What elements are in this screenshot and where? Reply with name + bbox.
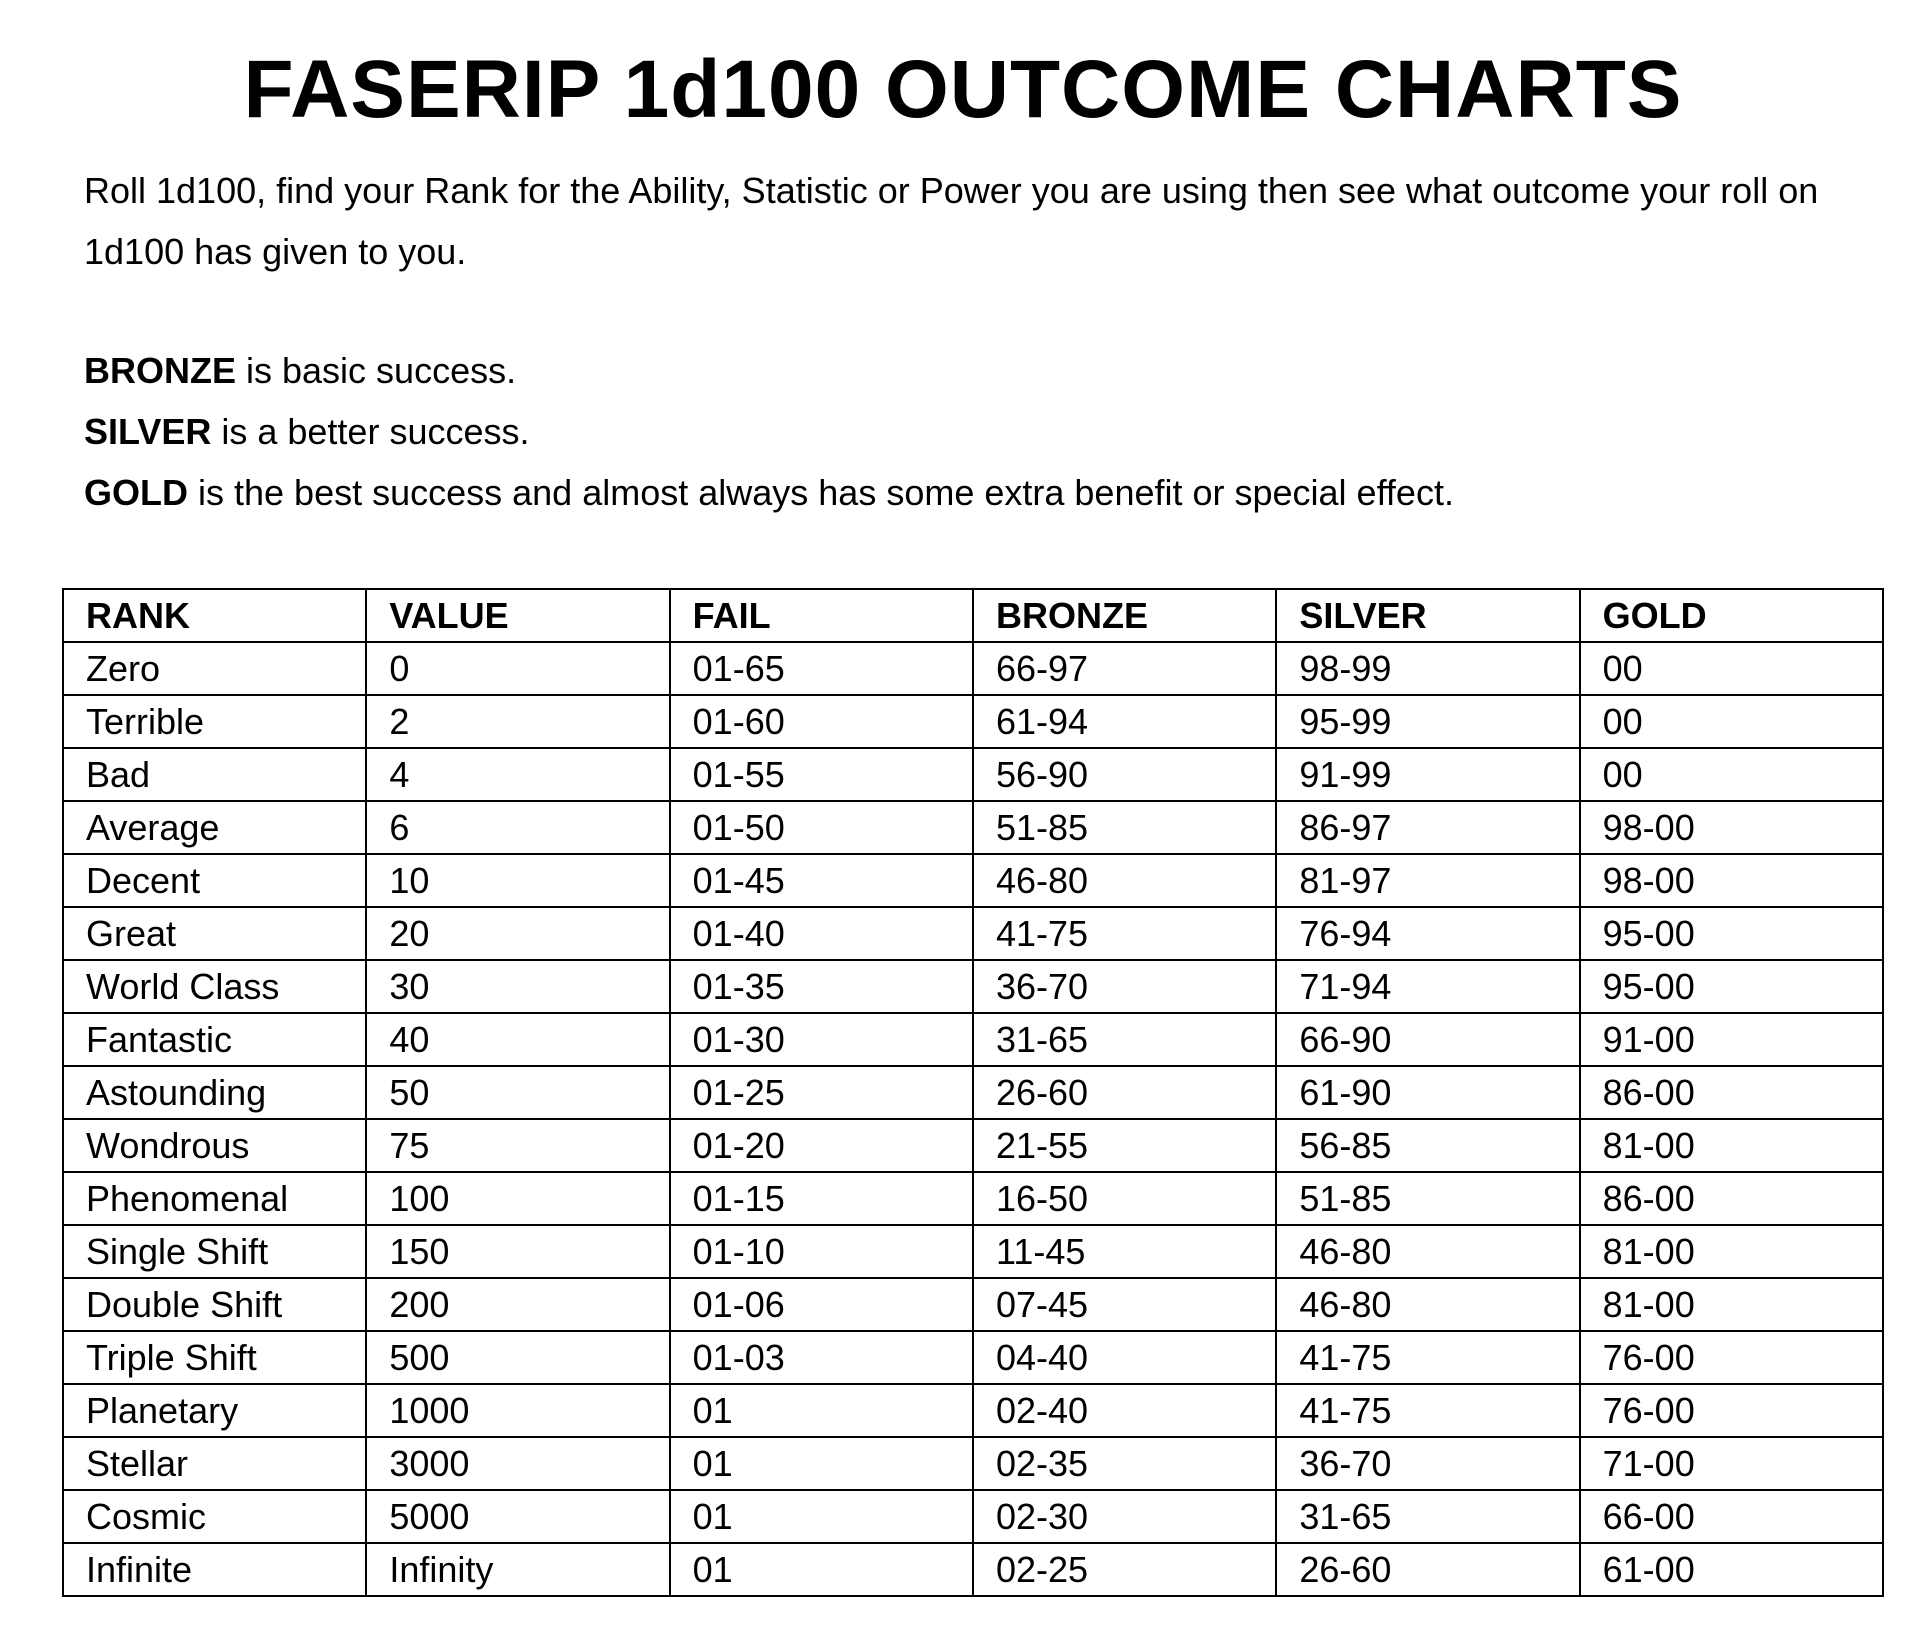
cell-bronze: 16-50 bbox=[973, 1172, 1276, 1225]
cell-rank: Decent bbox=[63, 854, 366, 907]
cell-bronze: 41-75 bbox=[973, 907, 1276, 960]
cell-fail: 01-45 bbox=[670, 854, 973, 907]
cell-bronze: 31-65 bbox=[973, 1013, 1276, 1066]
cell-bronze: 26-60 bbox=[973, 1066, 1276, 1119]
table-row bbox=[63, 1278, 1883, 1331]
legend-line-bronze bbox=[84, 340, 1864, 401]
cell-rank: Triple Shift bbox=[63, 1331, 366, 1384]
cell-silver: 71-94 bbox=[1276, 960, 1579, 1013]
cell-rank: Infinite bbox=[63, 1543, 366, 1596]
cell-value: 200 bbox=[366, 1278, 669, 1331]
cell-gold: 95-00 bbox=[1580, 960, 1883, 1013]
cell-fail: 01-30 bbox=[670, 1013, 973, 1066]
table-row bbox=[63, 1437, 1883, 1490]
cell-bronze: 36-70 bbox=[973, 960, 1276, 1013]
cell-rank: Planetary bbox=[63, 1384, 366, 1437]
cell-rank: Bad bbox=[63, 748, 366, 801]
outcome-table-body bbox=[63, 642, 1883, 1596]
table-row bbox=[63, 1013, 1883, 1066]
cell-rank: Phenomenal bbox=[63, 1172, 366, 1225]
cell-bronze: 11-45 bbox=[973, 1225, 1276, 1278]
cell-fail: 01 bbox=[670, 1437, 973, 1490]
cell-value: 500 bbox=[366, 1331, 669, 1384]
cell-fail: 01-06 bbox=[670, 1278, 973, 1331]
cell-rank: Zero bbox=[63, 642, 366, 695]
cell-fail: 01-25 bbox=[670, 1066, 973, 1119]
cell-rank: Cosmic bbox=[63, 1490, 366, 1543]
cell-fail: 01-50 bbox=[670, 801, 973, 854]
cell-bronze: 66-97 bbox=[973, 642, 1276, 695]
cell-silver: 61-90 bbox=[1276, 1066, 1579, 1119]
cell-gold: 86-00 bbox=[1580, 1066, 1883, 1119]
cell-rank: Fantastic bbox=[63, 1013, 366, 1066]
legend-text-gold: is the best success and almost always has some extra benefit or special effect. bbox=[188, 472, 1454, 513]
cell-bronze: 02-30 bbox=[973, 1490, 1276, 1543]
table-row bbox=[63, 1331, 1883, 1384]
outcome-table bbox=[62, 588, 1884, 1597]
cell-silver: 41-75 bbox=[1276, 1384, 1579, 1437]
table-row bbox=[63, 1172, 1883, 1225]
column-header-value: VALUE bbox=[366, 589, 669, 642]
cell-silver: 46-80 bbox=[1276, 1225, 1579, 1278]
cell-silver: 56-85 bbox=[1276, 1119, 1579, 1172]
cell-silver: 91-99 bbox=[1276, 748, 1579, 801]
cell-bronze: 07-45 bbox=[973, 1278, 1276, 1331]
cell-value: 30 bbox=[366, 960, 669, 1013]
cell-silver: 98-99 bbox=[1276, 642, 1579, 695]
cell-value: 20 bbox=[366, 907, 669, 960]
cell-value: 75 bbox=[366, 1119, 669, 1172]
column-header-rank: RANK bbox=[63, 589, 366, 642]
cell-fail: 01-60 bbox=[670, 695, 973, 748]
cell-silver: 46-80 bbox=[1276, 1278, 1579, 1331]
table-header-row bbox=[63, 589, 1883, 642]
intro-paragraph: Roll 1d100, find your Rank for the Ability, Statistic or Power you are using then see what outcome your roll on 1d100 has given to you. bbox=[84, 170, 1819, 272]
table-row bbox=[63, 642, 1883, 695]
legend-text-silver: is a better success. bbox=[211, 411, 530, 452]
cell-fail: 01-55 bbox=[670, 748, 973, 801]
cell-gold: 76-00 bbox=[1580, 1331, 1883, 1384]
cell-bronze: 02-25 bbox=[973, 1543, 1276, 1596]
cell-value: 50 bbox=[366, 1066, 669, 1119]
cell-bronze: 21-55 bbox=[973, 1119, 1276, 1172]
cell-silver: 26-60 bbox=[1276, 1543, 1579, 1596]
legend-term-gold: GOLD bbox=[84, 472, 188, 513]
cell-gold: 61-00 bbox=[1580, 1543, 1883, 1596]
cell-gold: 98-00 bbox=[1580, 854, 1883, 907]
legend-term-bronze: BRONZE bbox=[84, 350, 236, 391]
cell-gold: 91-00 bbox=[1580, 1013, 1883, 1066]
column-header-bronze: BRONZE bbox=[973, 589, 1276, 642]
cell-value: 3000 bbox=[366, 1437, 669, 1490]
cell-silver: 86-97 bbox=[1276, 801, 1579, 854]
table-row bbox=[63, 854, 1883, 907]
cell-gold: 71-00 bbox=[1580, 1437, 1883, 1490]
table-row bbox=[63, 695, 1883, 748]
cell-silver: 36-70 bbox=[1276, 1437, 1579, 1490]
cell-rank: Great bbox=[63, 907, 366, 960]
cell-silver: 51-85 bbox=[1276, 1172, 1579, 1225]
cell-fail: 01-15 bbox=[670, 1172, 973, 1225]
cell-value: 5000 bbox=[366, 1490, 669, 1543]
cell-fail: 01 bbox=[670, 1384, 973, 1437]
cell-gold: 81-00 bbox=[1580, 1119, 1883, 1172]
cell-bronze: 61-94 bbox=[973, 695, 1276, 748]
cell-bronze: 02-40 bbox=[973, 1384, 1276, 1437]
cell-bronze: 46-80 bbox=[973, 854, 1276, 907]
legend-line-silver bbox=[84, 401, 1864, 462]
cell-value: 6 bbox=[366, 801, 669, 854]
cell-silver: 31-65 bbox=[1276, 1490, 1579, 1543]
cell-fail: 01 bbox=[670, 1543, 973, 1596]
cell-silver: 95-99 bbox=[1276, 695, 1579, 748]
cell-gold: 00 bbox=[1580, 642, 1883, 695]
cell-value: 1000 bbox=[366, 1384, 669, 1437]
cell-fail: 01-10 bbox=[670, 1225, 973, 1278]
outcome-legend bbox=[84, 340, 1864, 523]
cell-gold: 95-00 bbox=[1580, 907, 1883, 960]
cell-value: 10 bbox=[366, 854, 669, 907]
table-row bbox=[63, 1490, 1883, 1543]
cell-value: 150 bbox=[366, 1225, 669, 1278]
cell-fail: 01-35 bbox=[670, 960, 973, 1013]
cell-rank: Wondrous bbox=[63, 1119, 366, 1172]
cell-silver: 66-90 bbox=[1276, 1013, 1579, 1066]
cell-rank: Astounding bbox=[63, 1066, 366, 1119]
outcome-table-head bbox=[63, 589, 1883, 642]
cell-fail: 01-03 bbox=[670, 1331, 973, 1384]
cell-value: 40 bbox=[366, 1013, 669, 1066]
page-title: FASERIP 1d100 OUTCOME CHARTS bbox=[243, 44, 1683, 135]
cell-gold: 81-00 bbox=[1580, 1225, 1883, 1278]
cell-value: 4 bbox=[366, 748, 669, 801]
cell-silver: 41-75 bbox=[1276, 1331, 1579, 1384]
cell-value: Infinity bbox=[366, 1543, 669, 1596]
cell-fail: 01-40 bbox=[670, 907, 973, 960]
cell-fail: 01-20 bbox=[670, 1119, 973, 1172]
table-row bbox=[63, 801, 1883, 854]
cell-silver: 81-97 bbox=[1276, 854, 1579, 907]
cell-rank: Average bbox=[63, 801, 366, 854]
cell-gold: 00 bbox=[1580, 748, 1883, 801]
table-row bbox=[63, 1543, 1883, 1596]
table-row bbox=[63, 1225, 1883, 1278]
table-row bbox=[63, 1384, 1883, 1437]
table-row bbox=[63, 907, 1883, 960]
cell-value: 100 bbox=[366, 1172, 669, 1225]
legend-term-silver: SILVER bbox=[84, 411, 212, 452]
cell-rank: Stellar bbox=[63, 1437, 366, 1490]
table-row bbox=[63, 748, 1883, 801]
table-row bbox=[63, 960, 1883, 1013]
cell-silver: 76-94 bbox=[1276, 907, 1579, 960]
cell-bronze: 51-85 bbox=[973, 801, 1276, 854]
cell-rank: Terrible bbox=[63, 695, 366, 748]
cell-rank: World Class bbox=[63, 960, 366, 1013]
cell-bronze: 02-35 bbox=[973, 1437, 1276, 1490]
cell-gold: 86-00 bbox=[1580, 1172, 1883, 1225]
legend-text-bronze: is basic success. bbox=[236, 350, 517, 391]
column-header-silver: SILVER bbox=[1276, 589, 1579, 642]
cell-bronze: 56-90 bbox=[973, 748, 1276, 801]
cell-gold: 66-00 bbox=[1580, 1490, 1883, 1543]
table-row bbox=[63, 1119, 1883, 1172]
cell-rank: Double Shift bbox=[63, 1278, 366, 1331]
cell-value: 0 bbox=[366, 642, 669, 695]
table-row bbox=[63, 1066, 1883, 1119]
cell-gold: 98-00 bbox=[1580, 801, 1883, 854]
cell-bronze: 04-40 bbox=[973, 1331, 1276, 1384]
cell-fail: 01 bbox=[670, 1490, 973, 1543]
column-header-gold: GOLD bbox=[1580, 589, 1883, 642]
cell-rank: Single Shift bbox=[63, 1225, 366, 1278]
cell-value: 2 bbox=[366, 695, 669, 748]
cell-gold: 00 bbox=[1580, 695, 1883, 748]
cell-fail: 01-65 bbox=[670, 642, 973, 695]
cell-gold: 81-00 bbox=[1580, 1278, 1883, 1331]
column-header-fail: FAIL bbox=[670, 589, 973, 642]
legend-line-gold bbox=[84, 462, 1864, 523]
cell-gold: 76-00 bbox=[1580, 1384, 1883, 1437]
